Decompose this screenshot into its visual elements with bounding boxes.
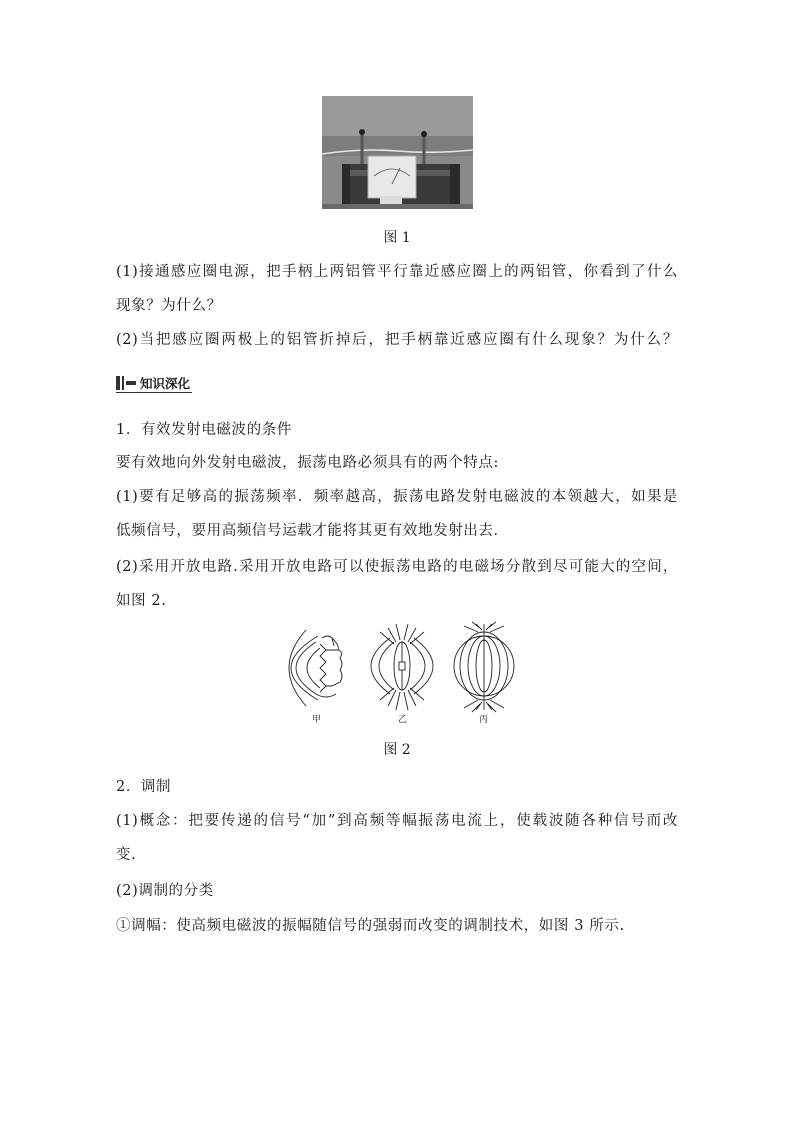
diagram-yi: [371, 624, 433, 710]
item-2-concept-line-2: 变.: [116, 847, 137, 863]
section-bars-icon: [116, 376, 136, 390]
question-1-line-1: (1)接通感应圈电源，把手柄上两铝管平行靠近感应圈上的两铝管，你看到了什么: [116, 264, 678, 280]
figure-2-caption: 图 2: [383, 742, 411, 758]
figure-2-diagram: [276, 620, 522, 728]
label-jia: 甲: [312, 715, 322, 725]
question-2: (2)当把感应圈两极上的铝管折掉后，把手柄靠近感应圈有什么现象？为什么？: [116, 332, 678, 348]
label-yi: 乙: [398, 715, 408, 725]
diagram-jia: [289, 630, 342, 706]
item-2-am-definition: ①调幅：使高频电磁波的振幅随信号的强弱而改变的调制技术，如图 3 所示.: [116, 918, 625, 934]
item-1-point-2-line-2: 如图 2.: [116, 593, 167, 609]
item-2-classification: (2)调制的分类: [116, 883, 214, 899]
section-title: 知识深化: [140, 376, 191, 391]
item-1-intro: 要有效地向外发射电磁波，振荡电路必须具有的两个特点:: [116, 455, 499, 471]
question-1-line-2: 现象？为什么？: [116, 298, 222, 314]
item-1-point-2-line-1: (2)采用开放电路.采用开放电路可以使振荡电路的电磁场分散到尽可能大的空间，: [116, 559, 678, 575]
label-bing: 丙: [479, 715, 489, 725]
item-2-concept-line-1: (1)概念：把要传递的信号“加”到高频等幅振荡电流上，使载波随各种信号而改: [116, 813, 678, 829]
figure-1-caption: 图 1: [383, 230, 411, 246]
diagram-bing: [454, 622, 514, 712]
item-1-heading: 1．有效发射电磁波的条件: [116, 422, 292, 438]
induction-coil-photo: [322, 96, 473, 209]
item-2-heading: 2．调制: [116, 779, 172, 795]
item-1-point-1-line-1: (1)要有足够高的振荡频率．频率越高，振荡电路发射电磁波的本领越大，如果是: [116, 489, 678, 505]
section-heading: [116, 373, 190, 393]
item-1-point-1-line-2: 低频信号，要用高频信号运载才能将其更有效地发射出去．: [116, 523, 509, 539]
